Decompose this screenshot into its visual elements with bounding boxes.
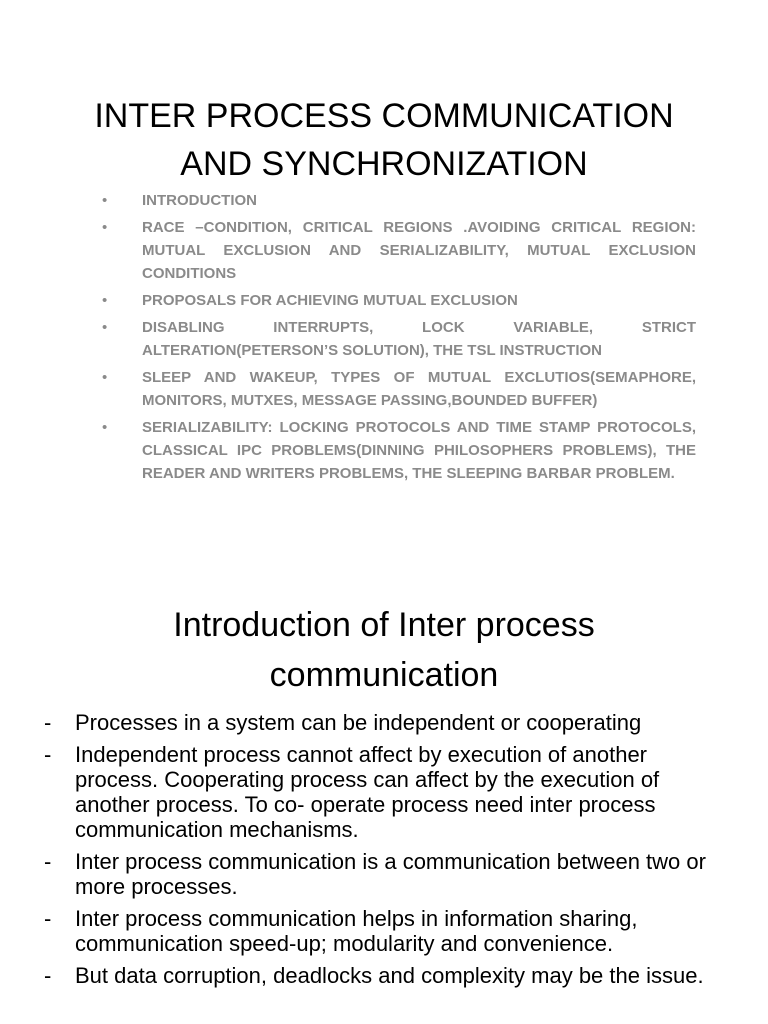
slide-2-bullet-text: Inter process communication helps in information sharing, communication speed-up; modularity and convenience. <box>75 906 638 956</box>
slide-1-bullet-text: DISABLING INTERRUPTS, LOCK VARIABLE, STRICT ALTERATION(PETERSON’S SOLUTION), THE TSL INSTRUCTION <box>142 319 696 359</box>
slide-1-bullet-item <box>100 416 696 485</box>
dash-marker: - <box>44 710 52 735</box>
slide-1-bullet-text: SLEEP AND WAKEUP, TYPES OF MUTUAL EXCLUTIOS(SEMAPHORE, MONITORS, MUTXES, MESSAGE PASSING,BOUNDED BUFFER) <box>142 369 696 409</box>
slide-2-bullet-text: Inter process communication is a communication between two or more processes. <box>75 849 706 899</box>
slide-2-bullet-text: Processes in a system can be independent or cooperating <box>75 710 642 735</box>
dash-marker: - <box>44 742 52 767</box>
dash-marker: - <box>44 963 52 988</box>
slide-2-bullet-text: But data corruption, deadlocks and complexity may be the issue. <box>75 963 704 988</box>
slide-1-bullet-item <box>100 366 696 412</box>
slide-1-bullet-item <box>100 289 696 312</box>
bullet-marker: • <box>102 369 108 386</box>
slide-1-bullet-text: SERIALIZABILITY: LOCKING PROTOCOLS AND TIME STAMP PROTOCOLS, CLASSICAL IPC PROBLEMS(DINNING PHILOSOPHERS PROBLEMS), THE READER AND WRITERS PROBLEMS, THE SLEEPING BARBAR PROBLEM. <box>142 419 696 482</box>
slide-2-bullet-list <box>44 710 734 995</box>
bullet-marker: • <box>102 219 108 236</box>
bullet-marker: • <box>102 419 108 436</box>
slide-2-bullet-item <box>44 849 734 899</box>
slide-1-title <box>40 92 728 188</box>
slide-1-bullet-text: INTRODUCTION <box>142 192 257 209</box>
slide-1-title-line-1: INTER PROCESS COMMUNICATION <box>94 97 674 135</box>
dash-marker: - <box>44 906 52 931</box>
slide-2-bullet-item <box>44 710 734 735</box>
slide-1-bullet-item <box>100 216 696 285</box>
bullet-marker: • <box>102 192 108 209</box>
slide-1-bullet-text: RACE –CONDITION, CRITICAL REGIONS .AVOIDING CRITICAL REGION: MUTUAL EXCLUSION AND SERIALIZABILITY, MUTUAL EXCLUSION CONDITIONS <box>142 219 696 282</box>
slide-1-bullet-text: PROPOSALS FOR ACHIEVING MUTUAL EXCLUSION <box>142 292 518 309</box>
slide-2-bullet-item <box>44 963 734 988</box>
bullet-marker: • <box>102 292 108 309</box>
slide-2-bullet-item <box>44 742 734 842</box>
slide-2 <box>0 560 768 1024</box>
bullet-marker: • <box>102 319 108 336</box>
slide-1-bullet-item <box>100 316 696 362</box>
slide-2-bullet-text: Independent process cannot affect by execution of another process. Cooperating process can affect by the execution of another process. To co- operate process need inter process communication mechanisms. <box>75 742 660 842</box>
slide-2-bullet-item <box>44 906 734 956</box>
slide-2-title <box>40 600 728 700</box>
slide-2-title-line-2: communication <box>269 656 499 694</box>
slide-2-title-line-1: Introduction of Inter process <box>173 606 595 644</box>
slide-1-bullet-item <box>100 189 696 212</box>
slide-1-bullet-list <box>100 189 696 489</box>
dash-marker: - <box>44 849 52 874</box>
slide-1-title-line-2: AND SYNCHRONIZATION <box>180 145 588 183</box>
